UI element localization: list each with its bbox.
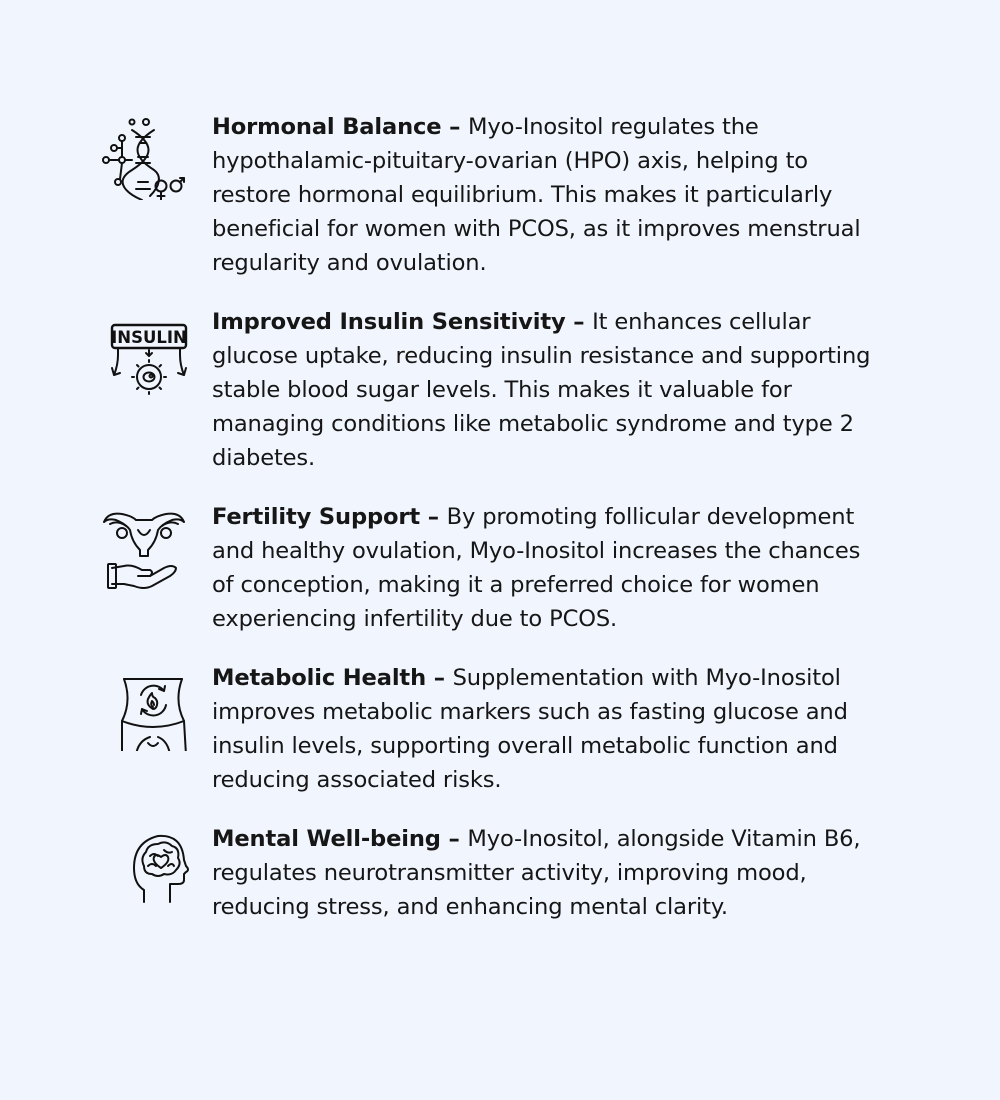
benefit-text <box>212 500 888 636</box>
dna-gender-icon <box>98 110 190 200</box>
benefit-body: Myo-Inositol regulates the hypothalamic-pituitary-ovarian (HPO) axis, helping to restore hormonal equilibrium. This makes it particularly beneficial for women with PCOS, as it improves menstrual regularity and ovulation. <box>212 114 861 276</box>
benefit-body: Myo-Inositol, alongside Vitamin B6, regulates neurotransmitter activity, improving mood, reducing stress, and enhancing mental clarity. <box>212 826 861 920</box>
benefit-title: Mental Well-being – <box>212 826 468 852</box>
brain-head-icon <box>98 822 190 912</box>
benefit-text <box>212 110 888 280</box>
benefit-body: Supplementation with Myo-Inositol improves metabolic markers such as fasting glucose and insulin levels, supporting overall metabolic function and reducing associated risks. <box>212 665 848 793</box>
benefit-title: Hormonal Balance – <box>212 114 469 140</box>
insulin-icon <box>98 305 190 395</box>
benefit-text <box>212 661 888 797</box>
benefit-title: Metabolic Health – <box>212 665 453 691</box>
benefit-body: It enhances cellular glucose uptake, reducing insulin resistance and supporting stable blood sugar levels. This makes it valuable for managing conditions like metabolic syndrome and type 2 diabetes. <box>212 309 871 471</box>
benefit-body: By promoting follicular development and healthy ovulation, Myo-Inositol increases the chances of conception, making it a preferred choice for women experiencing infertility due to PCOS. <box>212 504 861 632</box>
benefit-text <box>212 305 888 475</box>
benefit-text <box>212 822 888 924</box>
benefit-title: Improved Insulin Sensitivity – <box>212 309 593 335</box>
benefit-title: Fertility Support – <box>212 504 447 530</box>
metabolism-body-icon <box>98 661 190 751</box>
uterus-hand-icon <box>98 500 190 590</box>
insulin-icon-label: INSULIN <box>111 328 187 347</box>
